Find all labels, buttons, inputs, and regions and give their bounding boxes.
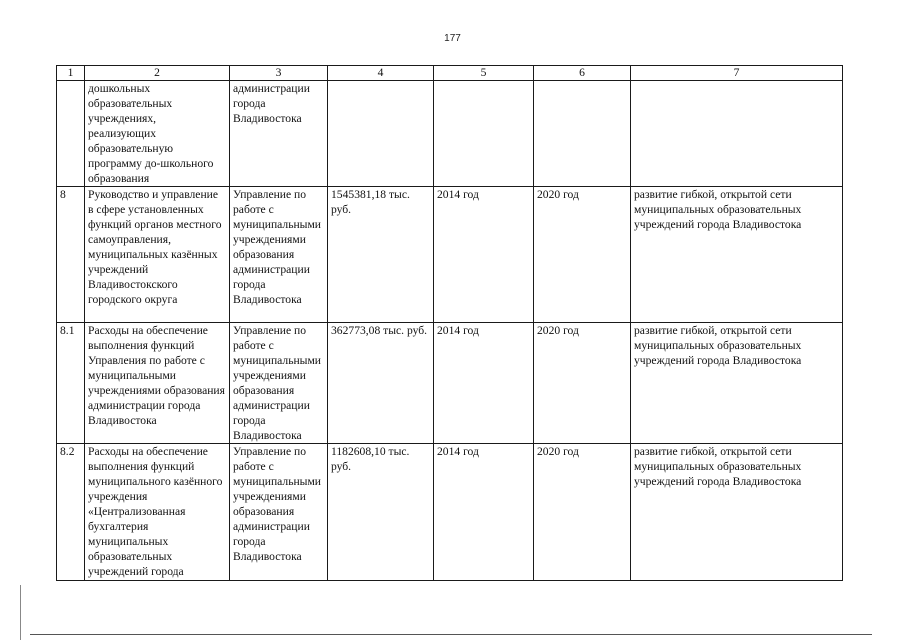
- header-cell-6: 6: [534, 66, 631, 81]
- header-row: [57, 66, 843, 81]
- expected-result: [631, 81, 843, 187]
- start-year: 2014 год: [434, 444, 534, 581]
- end-year: 2020 год: [534, 444, 631, 581]
- start-year: 2014 год: [434, 187, 534, 323]
- header-cell-5: 5: [434, 66, 534, 81]
- header-cell-7: 7: [631, 66, 843, 81]
- expected-result: развитие гибкой, открытой сети муниципальных образовательных учреждений города Владивостока: [631, 323, 843, 444]
- funding-amount: 362773,08 тыс. руб.: [328, 323, 434, 444]
- scan-bottom-line: [30, 634, 872, 635]
- end-year: 2020 год: [534, 323, 631, 444]
- start-year: [434, 81, 534, 187]
- table-row: [57, 187, 843, 323]
- scan-edge-line: [20, 585, 21, 640]
- expected-result: развитие гибкой, открытой сети муниципальных образовательных учреждений города Владивостока: [631, 444, 843, 581]
- executor: Управление по работе с муниципальными учреждениями образования администрации города Владивостока: [230, 323, 328, 444]
- header-cell-4: 4: [328, 66, 434, 81]
- measure-name: Расходы на обеспечение выполнения функций Управления по работе с муниципальными учреждениями образования администрации города Владивостока: [85, 323, 230, 444]
- funding-amount: 1545381,18 тыс. руб.: [328, 187, 434, 323]
- end-year: 2020 год: [534, 187, 631, 323]
- row-number: [57, 81, 85, 187]
- header-cell-2: 2: [85, 66, 230, 81]
- executor: администрации города Владивостока: [230, 81, 328, 187]
- table-row: [57, 81, 843, 187]
- header-cell-3: 3: [230, 66, 328, 81]
- end-year: [534, 81, 631, 187]
- page-number: 177: [444, 33, 461, 44]
- start-year: 2014 год: [434, 323, 534, 444]
- expected-result: развитие гибкой, открытой сети муниципальных образовательных учреждений города Владивостока: [631, 187, 843, 323]
- measure-name: Руководство и управление в сфере установленных функций органов местного самоуправления, муниципальных казённых учреждений Владивостокского городского округа: [85, 187, 230, 323]
- executor: Управление по работе с муниципальными учреждениями образования администрации города Владивостока: [230, 187, 328, 323]
- table-row: [57, 323, 843, 444]
- table-row: [57, 444, 843, 581]
- row-number: 8: [57, 187, 85, 323]
- measure-name: дошкольных образовательных учреждениях, реализующих образовательную программу до-школьного образования: [85, 81, 230, 187]
- program-measures-table: [56, 65, 843, 581]
- row-number: 8.2: [57, 444, 85, 581]
- header-cell-1: 1: [57, 66, 85, 81]
- funding-amount: 1182608,10 тыс. руб.: [328, 444, 434, 581]
- executor: Управление по работе с муниципальными учреждениями образования администрации города Владивостока: [230, 444, 328, 581]
- row-number: 8.1: [57, 323, 85, 444]
- funding-amount: [328, 81, 434, 187]
- measure-name: Расходы на обеспечение выполнения функций муниципального казённого учреждения «Централизованная бухгалтерия муниципальных образовательных учреждений города: [85, 444, 230, 581]
